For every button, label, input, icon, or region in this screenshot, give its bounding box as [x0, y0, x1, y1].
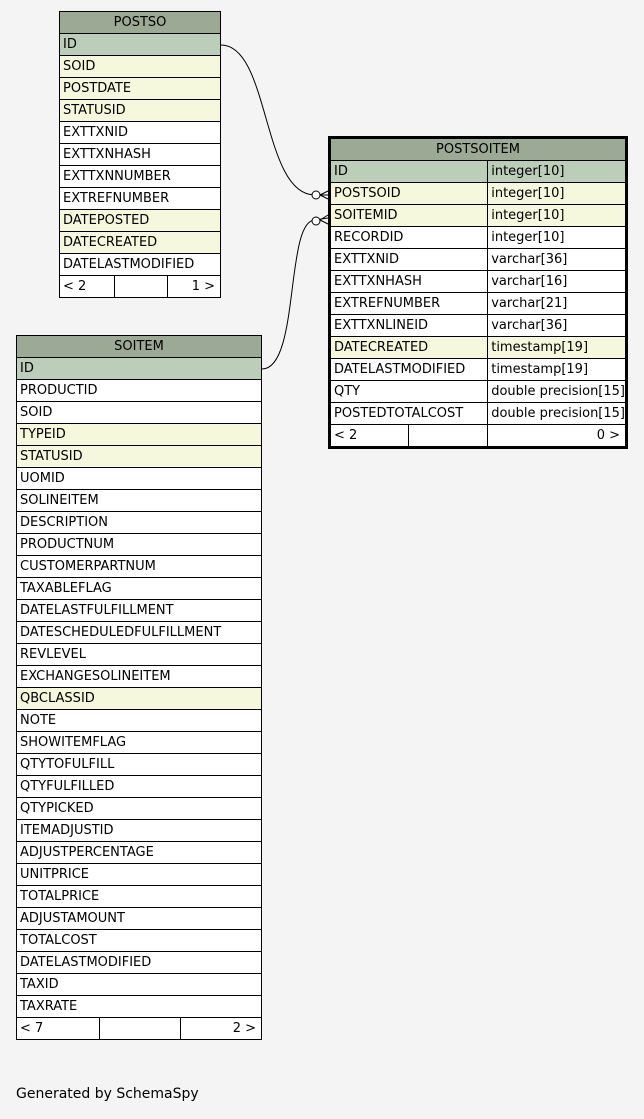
link-postso-end-marker	[312, 191, 320, 199]
column-name: TOTALPRICE	[17, 886, 262, 908]
crowfoot-soitemid	[320, 215, 328, 224]
column-type: double precision[15]	[488, 381, 627, 403]
postso-title[interactable]: POSTSO	[60, 12, 221, 34]
soitem-column-row[interactable]	[17, 600, 262, 622]
column-name: EXTREFNUMBER	[60, 188, 221, 210]
column-name: EXTTXNHASH	[330, 271, 488, 293]
column-type: integer[10]	[488, 183, 627, 205]
soitem-column-row[interactable]	[17, 754, 262, 776]
postso-column-row[interactable]	[60, 34, 221, 56]
soitem-column-row[interactable]	[17, 908, 262, 930]
child-count[interactable]: 2 >	[181, 1018, 262, 1040]
column-name: TOTALCOST	[17, 930, 262, 952]
column-name: DATELASTFULFILLMENT	[17, 600, 262, 622]
column-name: SHOWITEMFLAG	[17, 732, 262, 754]
column-type: varchar[36]	[488, 249, 627, 271]
soitem-footer-row	[17, 1018, 262, 1040]
parent-count[interactable]: < 7	[17, 1018, 100, 1040]
column-name: DATEPOSTED	[60, 210, 221, 232]
column-type: varchar[21]	[488, 293, 627, 315]
column-name: NOTE	[17, 710, 262, 732]
column-name: TAXID	[17, 974, 262, 996]
soitem-column-row[interactable]	[17, 688, 262, 710]
postsoitem-column-row[interactable]	[330, 271, 627, 293]
soitem-column-row[interactable]	[17, 380, 262, 402]
soitem-column-row[interactable]	[17, 732, 262, 754]
column-type: integer[10]	[488, 205, 627, 227]
soitem-column-row[interactable]	[17, 842, 262, 864]
postsoitem-column-row[interactable]	[330, 183, 627, 205]
soitem-column-row[interactable]	[17, 358, 262, 380]
column-name: ADJUSTAMOUNT	[17, 908, 262, 930]
column-name: POSTEDTOTALCOST	[330, 403, 488, 425]
soitem-column-row[interactable]	[17, 490, 262, 512]
postsoitem-column-row[interactable]	[330, 381, 627, 403]
column-type: double precision[15]	[488, 403, 627, 425]
soitem-title-row	[17, 336, 262, 358]
postso-column-row[interactable]	[60, 210, 221, 232]
footer-spacer	[114, 276, 167, 298]
parent-count[interactable]: < 2	[60, 276, 115, 298]
column-name: EXCHANGESOLINEITEM	[17, 666, 262, 688]
column-name: PRODUCTNUM	[17, 534, 262, 556]
column-name: QTY	[330, 381, 488, 403]
soitem-column-row[interactable]	[17, 952, 262, 974]
column-name: ADJUSTPERCENTAGE	[17, 842, 262, 864]
postsoitem-column-row[interactable]	[330, 205, 627, 227]
soitem-column-row[interactable]	[17, 446, 262, 468]
soitem-column-row[interactable]	[17, 578, 262, 600]
column-name: UNITPRICE	[17, 864, 262, 886]
footer-spacer	[100, 1018, 181, 1040]
column-name: TYPEID	[17, 424, 262, 446]
footer-spacer	[409, 425, 488, 448]
soitem-column-row[interactable]	[17, 644, 262, 666]
column-name: DATELASTMODIFIED	[330, 359, 488, 381]
column-name: CUSTOMERPARTNUM	[17, 556, 262, 578]
column-name: ID	[17, 358, 262, 380]
column-name: EXTTXNLINEID	[330, 315, 488, 337]
soitem-column-row[interactable]	[17, 402, 262, 424]
soitem-column-row[interactable]	[17, 534, 262, 556]
column-name: EXTREFNUMBER	[330, 293, 488, 315]
soitem-column-row[interactable]	[17, 512, 262, 534]
soitem-title[interactable]: SOITEM	[17, 336, 262, 358]
postso-column-row[interactable]	[60, 166, 221, 188]
column-type: integer[10]	[488, 161, 627, 183]
child-count[interactable]: 0 >	[488, 425, 627, 448]
postsoitem-column-row[interactable]	[330, 315, 627, 337]
postsoitem-column-row[interactable]	[330, 359, 627, 381]
link-soitem-postsoitem	[262, 218, 328, 369]
parent-count[interactable]: < 2	[330, 425, 409, 448]
soitem-column-row[interactable]	[17, 622, 262, 644]
column-name: SOITEMID	[330, 205, 488, 227]
table-postsoitem[interactable]	[328, 136, 628, 449]
soitem-column-row[interactable]	[17, 556, 262, 578]
soitem-column-row[interactable]	[17, 820, 262, 842]
column-name: STATUSID	[60, 100, 221, 122]
column-name: ID	[330, 161, 488, 183]
soitem-column-row[interactable]	[17, 776, 262, 798]
column-name: ITEMADJUSTID	[17, 820, 262, 842]
soitem-column-row[interactable]	[17, 666, 262, 688]
soitem-column-row[interactable]	[17, 930, 262, 952]
column-name: ID	[60, 34, 221, 56]
column-name: QTYTOFULFILL	[17, 754, 262, 776]
table-postso[interactable]	[59, 11, 221, 298]
postso-column-row[interactable]	[60, 78, 221, 100]
column-name: QBCLASSID	[17, 688, 262, 710]
soitem-column-row[interactable]	[17, 996, 262, 1018]
column-type: timestamp[19]	[488, 359, 627, 381]
link-postso-postsoitem	[221, 45, 328, 195]
column-name: RECORDID	[330, 227, 488, 249]
soitem-column-row[interactable]	[17, 468, 262, 490]
column-name: DATECREATED	[60, 232, 221, 254]
postsoitem-column-row[interactable]	[330, 249, 627, 271]
soitem-column-row[interactable]	[17, 798, 262, 820]
column-type: varchar[16]	[488, 271, 627, 293]
postso-column-row[interactable]	[60, 56, 221, 78]
column-name: DATELASTMODIFIED	[17, 952, 262, 974]
column-name: EXTTXNHASH	[60, 144, 221, 166]
soitem-column-row[interactable]	[17, 424, 262, 446]
postso-column-row[interactable]	[60, 188, 221, 210]
column-name: EXTTXNNUMBER	[60, 166, 221, 188]
postsoitem-title-row	[330, 138, 627, 161]
postsoitem-column-row[interactable]	[330, 337, 627, 359]
column-name: TAXABLEFLAG	[17, 578, 262, 600]
postsoitem-column-row[interactable]	[330, 161, 627, 183]
postsoitem-footer-row	[330, 425, 627, 448]
column-name: DATELASTMODIFIED	[60, 254, 221, 276]
column-name: TAXRATE	[17, 996, 262, 1018]
postso-column-row[interactable]	[60, 100, 221, 122]
postso-column-row[interactable]	[60, 232, 221, 254]
generated-by-label: Generated by SchemaSpy	[16, 1086, 199, 1102]
column-name: POSTSOID	[330, 183, 488, 205]
soitem-column-row[interactable]	[17, 864, 262, 886]
table-soitem[interactable]	[16, 335, 262, 1040]
column-name: REVLEVEL	[17, 644, 262, 666]
column-name: PRODUCTID	[17, 380, 262, 402]
postso-column-row[interactable]	[60, 122, 221, 144]
column-type: integer[10]	[488, 227, 627, 249]
postso-column-row[interactable]	[60, 144, 221, 166]
postso-column-row[interactable]	[60, 254, 221, 276]
column-type: timestamp[19]	[488, 337, 627, 359]
child-count[interactable]: 1 >	[167, 276, 220, 298]
postso-title-row	[60, 12, 221, 34]
column-name: DATECREATED	[330, 337, 488, 359]
column-name: DATESCHEDULEDFULFILLMENT	[17, 622, 262, 644]
link-soitem-end-marker	[312, 217, 320, 225]
postsoitem-column-row[interactable]	[330, 403, 627, 425]
column-name: STATUSID	[17, 446, 262, 468]
column-name: QTYFULFILLED	[17, 776, 262, 798]
column-name: EXTTXNID	[330, 249, 488, 271]
column-name: POSTDATE	[60, 78, 221, 100]
postsoitem-column-row[interactable]	[330, 227, 627, 249]
column-name: UOMID	[17, 468, 262, 490]
column-name: QTYPICKED	[17, 798, 262, 820]
soitem-column-row[interactable]	[17, 886, 262, 908]
column-name: SOLINEITEM	[17, 490, 262, 512]
column-name: EXTTXNID	[60, 122, 221, 144]
column-name: SOID	[17, 402, 262, 424]
postsoitem-title[interactable]: POSTSOITEM	[330, 138, 627, 161]
soitem-column-row[interactable]	[17, 974, 262, 996]
column-name: SOID	[60, 56, 221, 78]
postso-footer-row	[60, 276, 221, 298]
soitem-column-row[interactable]	[17, 710, 262, 732]
column-type: varchar[36]	[488, 315, 627, 337]
postsoitem-column-row[interactable]	[330, 293, 627, 315]
column-name: DESCRIPTION	[17, 512, 262, 534]
